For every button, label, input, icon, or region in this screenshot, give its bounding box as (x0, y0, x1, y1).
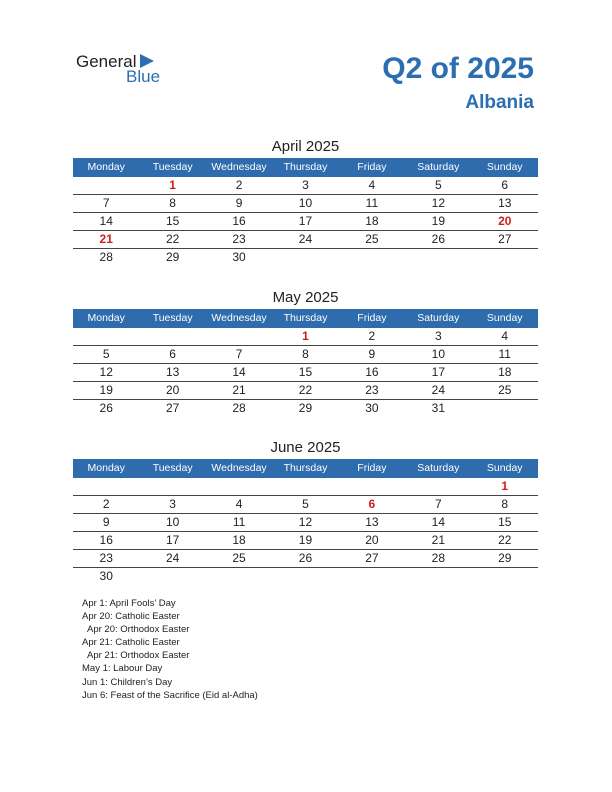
holiday-item: Apr 20: Orthodox Easter (87, 624, 190, 636)
day-cell: 29 (298, 401, 313, 415)
day-cell: 15 (498, 515, 512, 529)
day-cell: 27 (498, 232, 512, 246)
weekday-label: Tuesday (152, 462, 193, 474)
weekday-label: Thursday (283, 462, 328, 474)
day-cell: 13 (498, 196, 512, 210)
day-cell: 9 (368, 347, 376, 361)
day-cell: 3 (434, 329, 442, 343)
day-cell: 14 (99, 214, 113, 228)
day-cell: 16 (99, 533, 113, 547)
month-calendar (73, 136, 538, 266)
weekday-label: Sunday (486, 161, 523, 173)
day-cell: 7 (434, 497, 442, 511)
day-cell: 20 (365, 533, 379, 547)
day-cell: 10 (431, 347, 445, 361)
month-calendar (73, 437, 538, 585)
day-cell: 27 (165, 401, 180, 415)
day-cell: 3 (169, 497, 176, 511)
quarter-title: Q2 of 2025 (382, 52, 534, 85)
holiday-item: Apr 21: Orthodox Easter (87, 650, 190, 662)
day-cell (139, 328, 205, 345)
day-cell: 15 (165, 214, 180, 228)
day-cell: 18 (498, 365, 512, 379)
day-cell: 8 (302, 347, 309, 361)
weekday-header (73, 158, 538, 177)
day-cell (206, 478, 272, 495)
day-cell: 5 (302, 497, 309, 511)
country-name: Albania (465, 92, 534, 113)
holiday-item: Apr 21: Catholic Easter (82, 637, 180, 649)
day-cell: 17 (298, 214, 313, 228)
day-cell: 15 (298, 365, 313, 379)
day-cell: 2 (368, 329, 376, 343)
day-cell: 2 (102, 497, 110, 511)
weekday-label: Monday (87, 161, 125, 173)
month-title: April 2025 (271, 138, 340, 155)
day-cell: 8 (501, 497, 509, 511)
day-cell (73, 177, 139, 194)
holiday-item: Jun 1: Children’s Day (82, 676, 173, 688)
weekday-label: Sunday (486, 312, 523, 324)
day-cell: 25 (498, 383, 512, 397)
day-cell (206, 568, 272, 585)
day-cell: 11 (498, 347, 511, 361)
day-cell: 12 (298, 515, 313, 529)
weekday-label: Tuesday (152, 161, 193, 173)
day-cell: 28 (99, 250, 113, 264)
weekday-label: Thursday (283, 161, 328, 173)
weekday-header (73, 459, 538, 478)
weekday-label: Monday (87, 462, 125, 474)
day-cell (272, 568, 338, 585)
day-cell: 25 (365, 232, 379, 246)
day-cell: 22 (165, 232, 180, 246)
day-cell: 16 (365, 365, 379, 379)
day-cell: 24 (165, 551, 180, 565)
day-cell: 22 (298, 383, 313, 397)
weekday-header (73, 309, 538, 328)
day-cell: 4 (501, 329, 509, 343)
day-cell: 12 (99, 365, 113, 379)
weekday-label: Wednesday (211, 161, 267, 173)
month-title: May 2025 (272, 289, 339, 306)
day-cell: 7 (102, 196, 110, 210)
day-cell: 23 (365, 383, 379, 397)
week-row (73, 177, 538, 195)
day-cell: 16 (232, 214, 246, 228)
generalblue-logo (76, 52, 186, 92)
day-cell: 5 (434, 178, 442, 192)
day-cell: 10 (298, 196, 313, 210)
day-cell: 8 (169, 196, 176, 210)
day-cell: 24 (431, 383, 445, 397)
week-row (73, 496, 538, 514)
logo-flag-icon (140, 54, 154, 68)
day-cell: 23 (99, 551, 113, 565)
day-cell: 25 (232, 551, 246, 565)
weekday-label: Wednesday (211, 462, 267, 474)
day-cell: 1 (302, 329, 309, 343)
holiday-item: May 1: Labour Day (82, 663, 163, 675)
day-cell: 14 (232, 365, 246, 379)
day-cell: 6 (169, 347, 176, 361)
day-cell (272, 478, 338, 495)
day-cell (405, 568, 471, 585)
day-cell (472, 249, 538, 266)
day-cell: 28 (431, 551, 445, 565)
day-cell: 10 (165, 515, 180, 529)
day-cell: 11 (365, 196, 379, 210)
day-cell: 6 (368, 497, 376, 511)
day-cell: 2 (235, 178, 243, 192)
day-cell (272, 249, 338, 266)
holiday-item: Jun 6: Feast of the Sacrifice (Eid al-Adha) (82, 689, 258, 701)
day-cell: 26 (99, 401, 113, 415)
weekday-label: Friday (357, 312, 387, 324)
weekday-label: Sunday (486, 462, 523, 474)
day-cell: 7 (235, 347, 243, 361)
day-cell (339, 568, 405, 585)
weekday-label: Saturday (417, 312, 460, 324)
holiday-list (82, 597, 258, 702)
day-cell (73, 328, 139, 345)
weekday-label: Thursday (283, 312, 328, 324)
week-row (73, 514, 538, 532)
day-cell: 4 (235, 497, 243, 511)
week-row (73, 568, 538, 585)
weekday-label: Friday (357, 462, 387, 474)
holiday-item: Apr 20: Catholic Easter (82, 611, 180, 623)
day-cell (405, 478, 471, 495)
week-row (73, 213, 538, 231)
day-cell (139, 568, 205, 585)
day-cell: 13 (365, 515, 379, 529)
day-cell: 17 (165, 533, 180, 547)
day-cell: 18 (365, 214, 379, 228)
day-cell: 3 (302, 178, 309, 192)
weekday-label: Tuesday (152, 312, 193, 324)
logo-blue-text: Blue (126, 67, 161, 86)
weekday-label: Saturday (417, 161, 460, 173)
day-cell: 20 (498, 214, 512, 228)
week-row (73, 382, 538, 400)
day-cell: 31 (431, 401, 445, 415)
day-cell: 30 (232, 250, 246, 264)
day-cell: 5 (102, 347, 110, 361)
week-row (73, 231, 538, 249)
day-cell: 19 (431, 214, 445, 228)
day-cell: 24 (298, 232, 313, 246)
day-cell: 1 (501, 479, 509, 493)
week-row (73, 532, 538, 550)
day-cell: 21 (99, 232, 113, 246)
weekday-label: Saturday (417, 462, 460, 474)
day-cell (472, 400, 538, 417)
week-row (73, 249, 538, 266)
day-cell: 4 (368, 178, 376, 192)
day-cell (472, 568, 538, 585)
day-cell (339, 478, 405, 495)
day-cell: 14 (431, 515, 445, 529)
weekday-label: Friday (357, 161, 387, 173)
day-cell: 26 (431, 232, 445, 246)
week-row (73, 328, 538, 346)
week-row (73, 400, 538, 417)
day-cell: 30 (365, 401, 379, 415)
day-cell: 11 (232, 515, 246, 529)
day-cell: 27 (365, 551, 379, 565)
day-cell (206, 328, 272, 345)
day-cell: 13 (165, 365, 180, 379)
weekday-label: Wednesday (211, 312, 267, 324)
day-cell: 28 (232, 401, 246, 415)
month-calendar (73, 287, 538, 417)
day-cell: 29 (165, 250, 180, 264)
day-cell (339, 249, 405, 266)
day-cell: 12 (431, 196, 445, 210)
week-row (73, 346, 538, 364)
weekday-label: Monday (87, 312, 125, 324)
day-cell: 19 (99, 383, 113, 397)
day-cell: 1 (169, 178, 176, 192)
week-row (73, 550, 538, 568)
day-cell: 26 (298, 551, 313, 565)
day-cell: 20 (165, 383, 180, 397)
day-cell: 9 (235, 196, 243, 210)
logo-general-text: General (76, 52, 137, 71)
month-title: June 2025 (270, 439, 341, 456)
day-cell: 22 (498, 533, 512, 547)
day-cell: 21 (431, 533, 445, 547)
day-cell: 21 (232, 383, 246, 397)
holiday-item: Apr 1: April Fools’ Day (82, 598, 176, 609)
day-cell: 6 (501, 178, 509, 192)
day-cell: 30 (99, 569, 113, 583)
week-row (73, 364, 538, 382)
day-cell: 17 (431, 365, 445, 379)
day-cell: 19 (298, 533, 313, 547)
day-cell: 9 (102, 515, 110, 529)
week-row (73, 478, 538, 496)
week-row (73, 195, 538, 213)
day-cell (73, 478, 139, 495)
day-cell (405, 249, 471, 266)
day-cell: 29 (498, 551, 512, 565)
day-cell: 18 (232, 533, 246, 547)
day-cell (139, 478, 205, 495)
day-cell: 23 (232, 232, 246, 246)
